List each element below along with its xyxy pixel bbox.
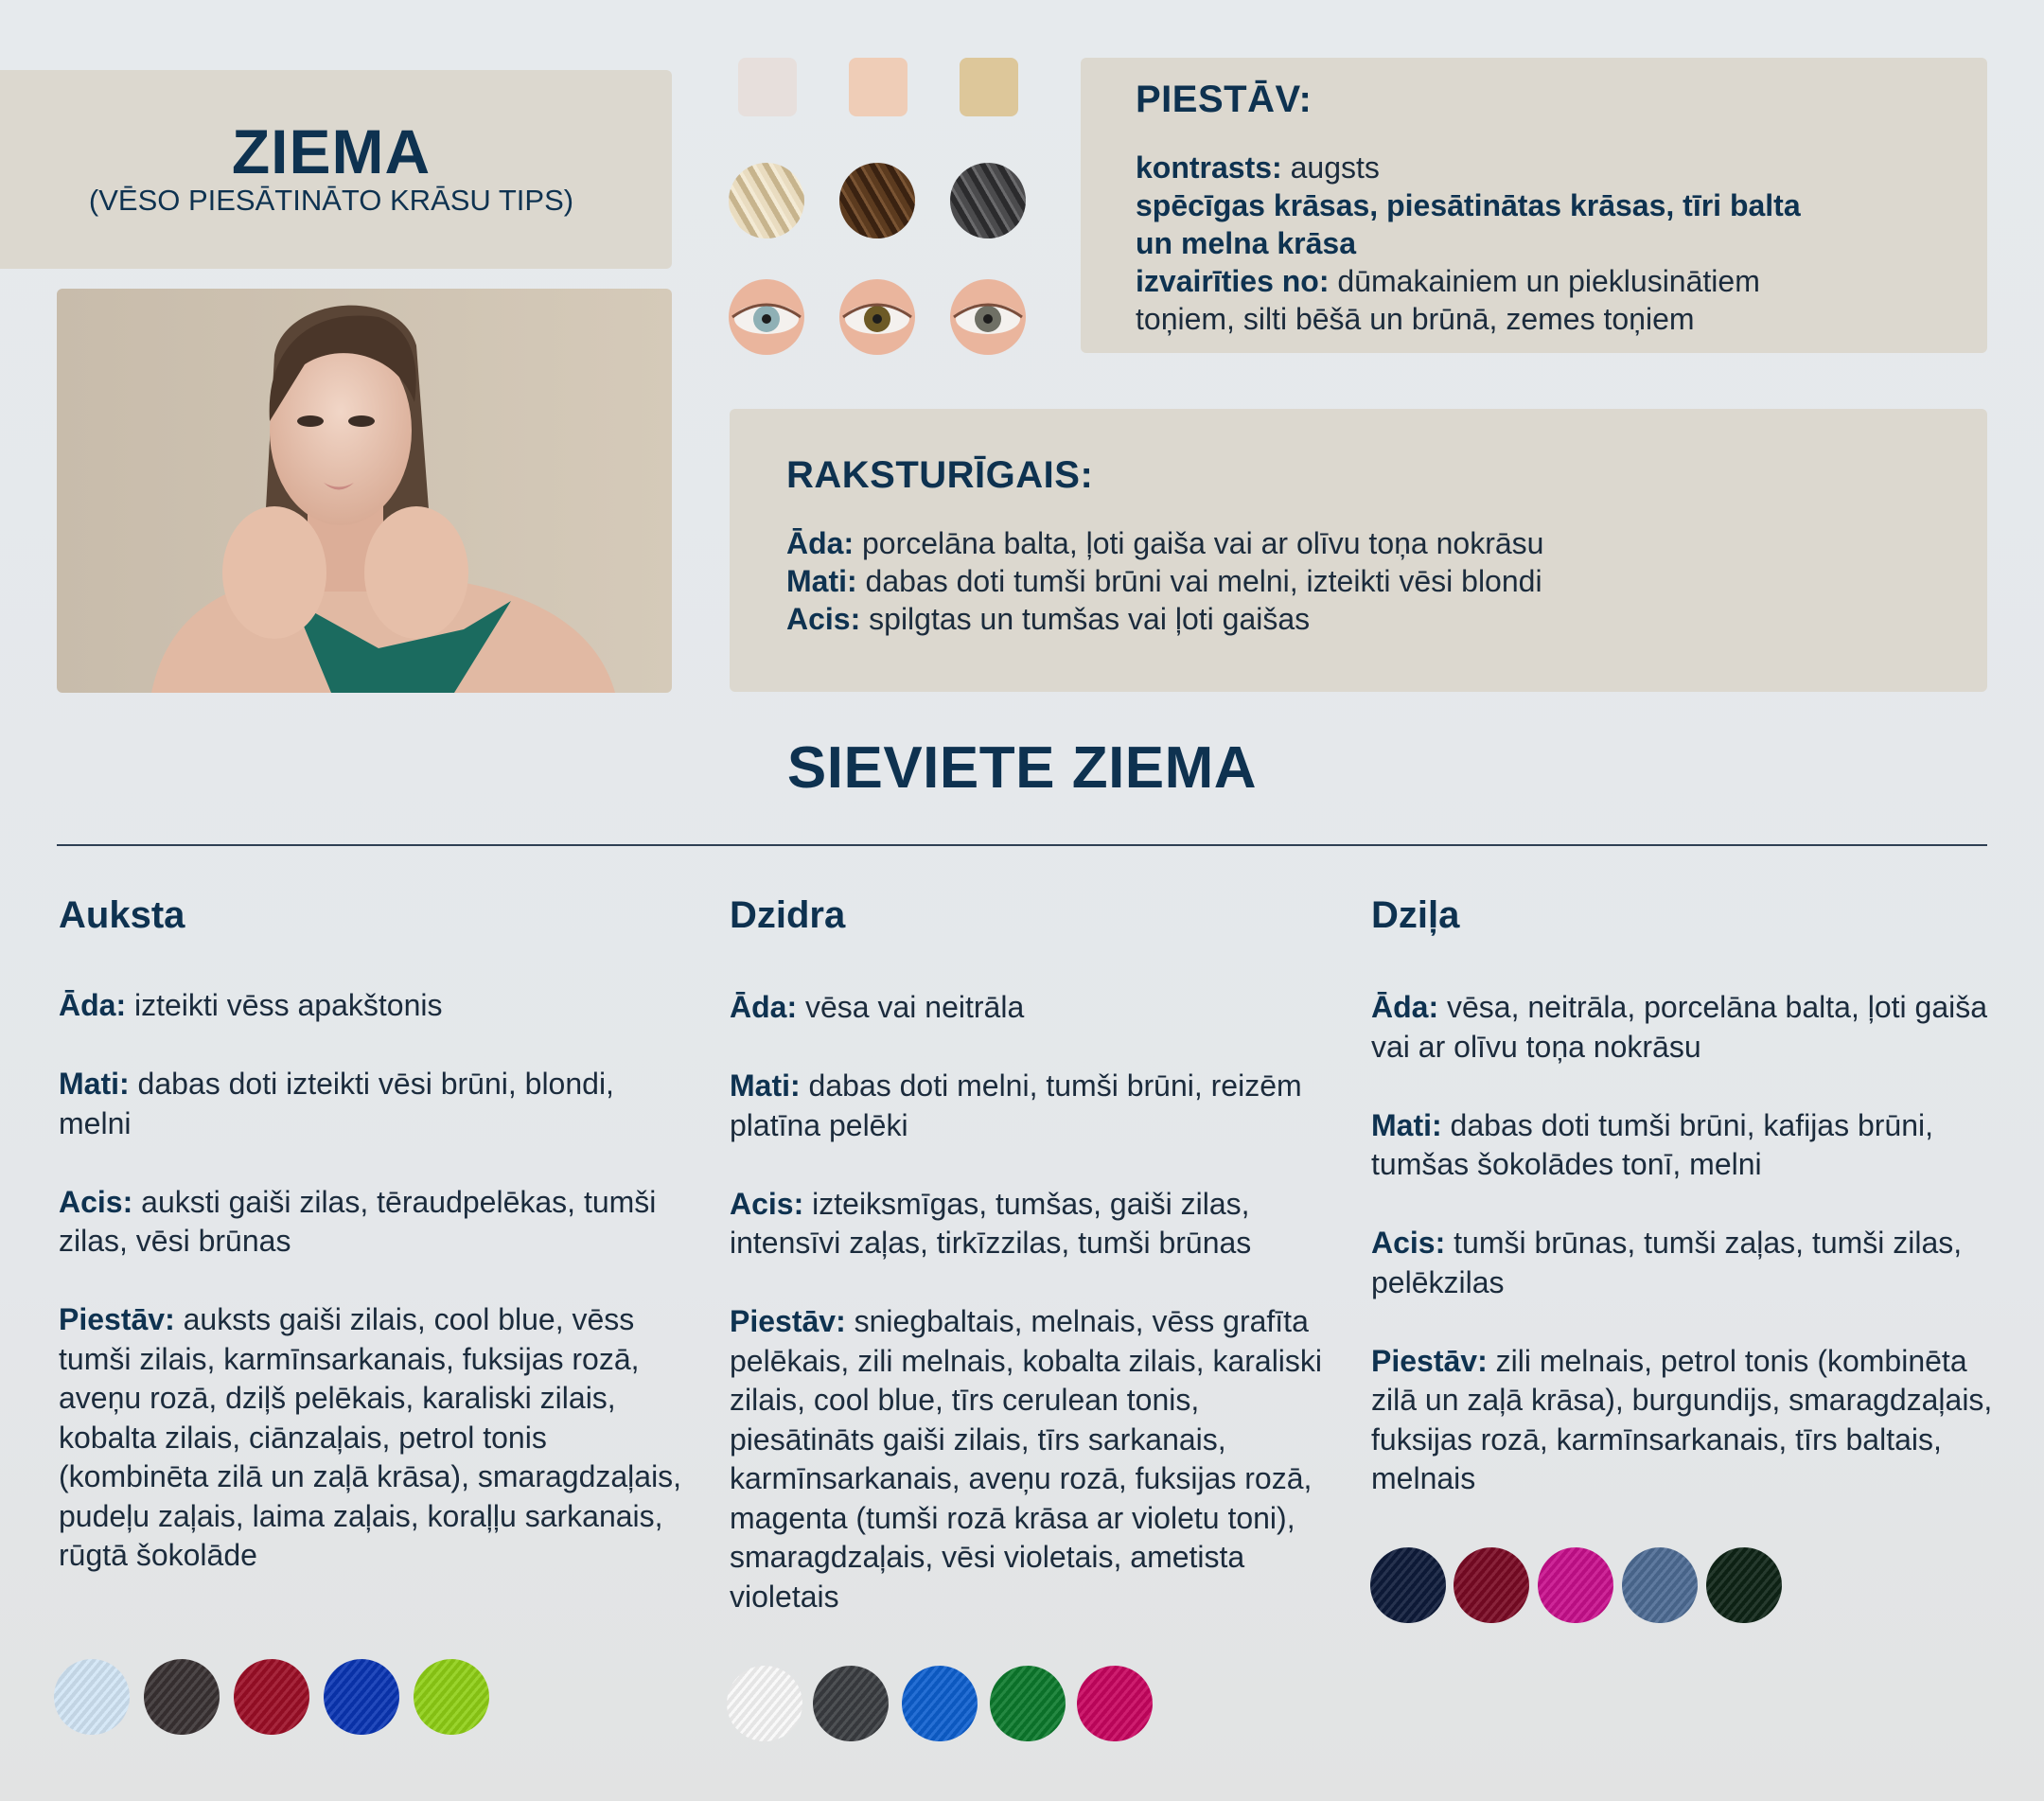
eyes-value: izteiksmīgas, tumšas, gaiši zilas, intensīvi zaļas, tirkīzzilas, tumši brūnas xyxy=(730,1186,1252,1260)
characteristic-box xyxy=(730,409,1987,692)
eyes-label: Acis: xyxy=(1371,1226,1446,1260)
grey-eye-swatch xyxy=(950,279,1026,355)
eyes-value: auksti gaiši zilas, tēraudpelēkas, tumši zilas, vēsi brūnas xyxy=(59,1184,657,1258)
color-swatch-graphite xyxy=(813,1666,889,1741)
column-text-auksta xyxy=(59,986,688,1615)
hair-value: dabas doti melni, tumši brūni, reizēm platīna pelēki xyxy=(730,1068,1302,1142)
strong-colors-line-1: spēcīgas krāsas, piesātinātas krāsas, tīri balta xyxy=(1136,188,1801,222)
skin-swatch-olive xyxy=(960,58,1018,116)
skin-label: Āda: xyxy=(730,990,798,1024)
skin-value: izteikti vēss apakštonis xyxy=(126,988,443,1022)
color-swatch-burgundy xyxy=(1454,1547,1529,1623)
characteristic-details xyxy=(786,524,1960,638)
section-title: SIEVIETE ZIEMA xyxy=(786,735,1258,801)
page-subtitle: (VĒSO PIESĀTINĀTO KRĀSU TIPS) xyxy=(88,184,574,217)
color-swatch-ice-blue xyxy=(54,1659,130,1735)
char-hair-label: Mati: xyxy=(786,564,857,598)
skin-swatch-porcelain xyxy=(738,58,797,116)
suits-value: zili melnais, petrol tonis (kombinēta zilā un zaļā krāsa), burgundijs, smaragdzaļais, fuksijas rozā, karmīnsarkanais, tīrs baltais, melnais xyxy=(1371,1343,1993,1495)
color-swatch-bottle-green xyxy=(1706,1547,1782,1623)
suits-value: sniegbaltais, melnais, vēss grafīta pelēkais, zili melnais, kobalta zilais, karaliski zilais, cool blue, tīrs cerulean tonis, piesātināts gaiši zilais, tīrs sarkanais, karmīnsarkanais, aveņu rozā, fuksijas rozā, magenta (tumši rozā krāsa ar violetu toni), smaragdzaļais, vēsi violetais, ametista violetais xyxy=(730,1304,1323,1614)
contrast-label: kontrasts: xyxy=(1136,150,1282,185)
char-eyes-label: Acis: xyxy=(786,602,861,636)
suits-heading: PIESTĀV: xyxy=(1136,79,1313,120)
hair-label: Mati: xyxy=(1371,1107,1442,1142)
color-swatch-petrol-blue xyxy=(1622,1547,1698,1623)
section-divider xyxy=(57,844,1987,846)
blonde-hair-swatch xyxy=(729,163,804,238)
color-swatch-emerald xyxy=(990,1666,1066,1741)
color-swatch-fuchsia xyxy=(1538,1547,1613,1623)
color-swatch-crimson xyxy=(234,1659,309,1735)
color-swatch-navy-black xyxy=(1370,1547,1446,1623)
eyes-value: tumši brūnas, tumši zaļas, tumši zilas, pelēkzilas xyxy=(1371,1226,1963,1299)
brown-hair-swatch xyxy=(839,163,915,238)
blue-eye-swatch xyxy=(729,279,804,355)
hair-label: Mati: xyxy=(730,1068,801,1103)
hair-value: dabas doti izteikti vēsi brūni, blondi, melni xyxy=(59,1067,614,1140)
skin-label: Āda: xyxy=(59,988,127,1022)
skin-label: Āda: xyxy=(1371,990,1439,1024)
char-skin-label: Āda: xyxy=(786,526,855,560)
char-eyes-value: spilgtas un tumšas vai ļoti gaišas xyxy=(860,602,1311,636)
suits-details xyxy=(1136,149,1968,338)
hazel-eye-swatch xyxy=(839,279,915,355)
column-text-dzidra xyxy=(730,988,1345,1656)
eyes-label: Acis: xyxy=(730,1186,804,1221)
suits-label: Piestāv: xyxy=(730,1304,846,1338)
skin-value: vēsa, neitrāla, porcelāna balta, ļoti gaiša vai ar olīvu toņa nokrāsu xyxy=(1371,990,1988,1064)
color-swatch-magenta xyxy=(1077,1666,1153,1741)
color-swatch-royal-blue xyxy=(324,1659,399,1735)
char-hair-value: dabas doti tumši brūni vai melni, izteikti vēsi blondi xyxy=(856,564,1542,598)
avoid-value-1: dūmakainiem un pieklusinātiem xyxy=(1329,264,1760,298)
suits-label: Piestāv: xyxy=(59,1302,175,1336)
column-text-dzila xyxy=(1371,988,1996,1538)
color-swatch-snow-white xyxy=(727,1666,802,1741)
hair-label: Mati: xyxy=(59,1067,130,1101)
skin-value: vēsa vai neitrāla xyxy=(797,990,1025,1024)
suits-value: auksts gaiši zilais, cool blue, vēss tumši zilais, karmīnsarkanais, fuksijas rozā, aveņu rozā, dziļš pelēkais, karaliski zilais, kobalta zilais, ciānzaļais, petrol tonis (kombinēta zilā un zaļā krāsa), smaragdzaļais, pudeļu zaļais, laima zaļais, koraļļu sarkanais, rūgtā šokolāde xyxy=(59,1302,682,1572)
suits-box xyxy=(1081,58,1987,353)
color-swatch-cobalt xyxy=(902,1666,978,1741)
hair-value: dabas doti tumši brūni, kafijas brūni, tumšas šokolādes tonī, melni xyxy=(1371,1107,1934,1181)
contrast-value: augsts xyxy=(1281,150,1380,185)
skin-swatch-light xyxy=(849,58,907,116)
avoid-value-2: toņiem, silti bēšā un brūnā, zemes toņiem xyxy=(1136,302,1695,336)
column-title-dzidra: Dzidra xyxy=(730,894,846,936)
color-swatch-lime xyxy=(414,1659,489,1735)
char-skin-value: porcelāna balta, ļoti gaiša vai ar olīvu toņa nokrāsu xyxy=(854,526,1544,560)
color-swatch-dark-chocolate xyxy=(144,1659,220,1735)
avoid-label: izvairīties no: xyxy=(1136,264,1330,298)
column-title-auksta: Auksta xyxy=(59,894,185,936)
strong-colors-line-2: un melna krāsa xyxy=(1136,226,1356,260)
black-hair-swatch xyxy=(950,163,1026,238)
eyes-label: Acis: xyxy=(59,1184,133,1219)
characteristic-heading: RAKSTURĪGAIS: xyxy=(786,454,1094,496)
portrait-photo xyxy=(57,289,672,693)
title-card xyxy=(0,70,672,269)
page-title: ZIEMA xyxy=(231,116,432,186)
column-title-dzila: Dziļa xyxy=(1371,894,1460,936)
suits-label: Piestāv: xyxy=(1371,1343,1488,1378)
